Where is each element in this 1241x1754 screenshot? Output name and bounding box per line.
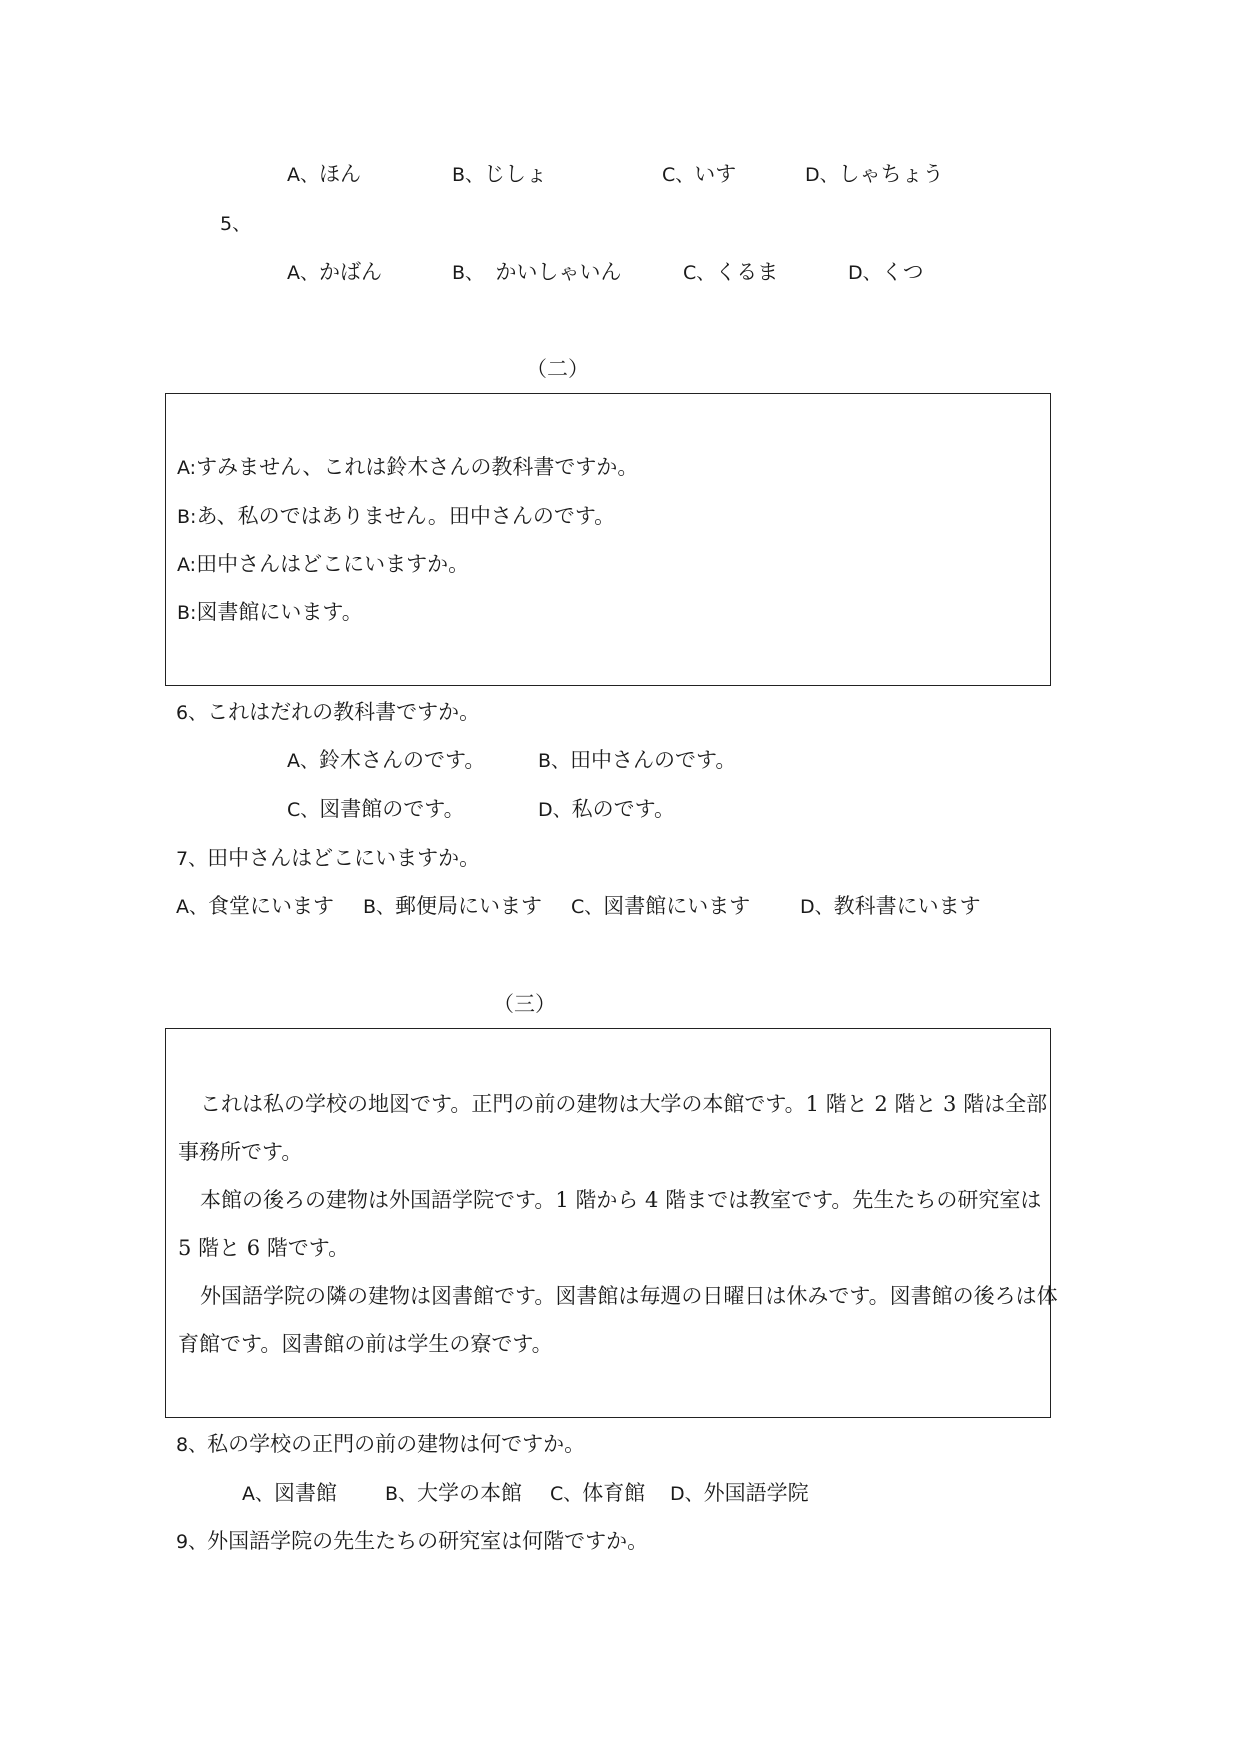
q4-option-a: A、ほん <box>287 162 361 186</box>
passage-paragraph-3: 外国語学院の隣の建物は図書館です。図書館は毎週の日曜日は休みです。図書館の後ろは体育館です。図書館の前は学生の寮です。 <box>178 1284 1058 1356</box>
passage-paragraph-1: これは私の学校の地図です。正門の前の建物は大学の本館です。1 階と 2 階と 3 階は全部事務所です。 <box>178 1092 1048 1164</box>
dialogue-line-1: A:すみません、これは鈴木さんの教科書ですか。 <box>177 455 639 479</box>
q4-option-b: B、じしょ <box>452 162 548 186</box>
q6-option-a: A、鈴木さんのです。 <box>287 748 486 772</box>
q7-option-b: B、郵便局にいます <box>363 894 543 918</box>
q6-option-c: C、図書館のです。 <box>287 797 465 821</box>
q5-option-c: C、くるま <box>683 260 779 284</box>
q4-option-d: D、しゃちょう <box>805 162 944 186</box>
dialogue-line-4: B:図書館にいます。 <box>177 600 363 624</box>
q8-option-a: A、図書館 <box>242 1481 337 1505</box>
q7-option-a: A、食堂にいます <box>176 894 334 918</box>
q5-number: 5、 <box>220 213 252 235</box>
q6-option-d: D、私のです。 <box>538 797 675 821</box>
q7-question: 7、田中さんはどこにいますか。 <box>176 846 481 870</box>
section2-title: （二） <box>526 357 589 381</box>
q5-option-b: B、 かいしゃいん <box>452 260 622 284</box>
q4-option-c: C、いす <box>662 162 737 186</box>
passage-paragraph-2: 本館の後ろの建物は外国語学院です。1 階から 4 階までは教室です。先生たちの研究室は 5 階と 6 階です。 <box>178 1188 1042 1260</box>
q6-option-b: B、田中さんのです。 <box>538 748 737 772</box>
q7-option-c: C、図書館にいます <box>571 894 751 918</box>
q6-question: 6、これはだれの教科書ですか。 <box>176 700 481 724</box>
dialogue-line-3: A:田中さんはどこにいますか。 <box>177 552 470 576</box>
q5-option-d: D、くつ <box>848 260 924 284</box>
section3-title: （三） <box>493 992 556 1016</box>
q8-option-b: B、大学の本館 <box>385 1481 523 1505</box>
q8-option-c: C、体育館 <box>550 1481 646 1505</box>
dialogue-line-2: B:あ、私のではありません。田中さんのです。 <box>177 504 616 528</box>
dialogue-box <box>165 393 1051 686</box>
q5-option-a: A、かばん <box>287 260 382 284</box>
q8-option-d: D、外国語学院 <box>670 1481 809 1505</box>
q7-option-d: D、教科書にいます <box>800 894 981 918</box>
q9-question: 9、外国語学院の先生たちの研究室は何階ですか。 <box>176 1529 649 1553</box>
q8-question: 8、私の学校の正門の前の建物は何ですか。 <box>176 1432 586 1456</box>
